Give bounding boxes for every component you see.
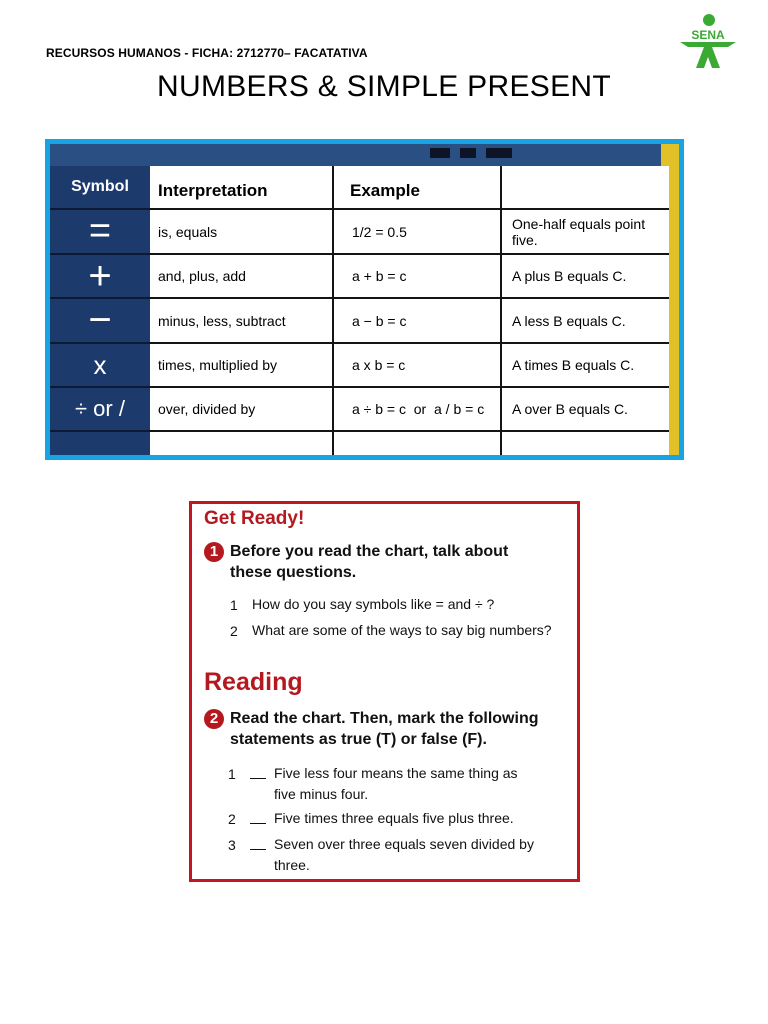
reading-title: Reading <box>204 668 303 696</box>
question-number: 2 <box>230 623 238 639</box>
symbol-column <box>50 166 150 455</box>
exercise-box <box>189 501 580 882</box>
minus-symbol: − <box>50 297 150 342</box>
statement-text: Five less four means the same thing as <box>274 765 518 781</box>
example-header: Example <box>350 181 420 200</box>
symbol-empty-row <box>50 430 150 455</box>
table-top-strip <box>50 144 679 166</box>
reading-cell: A times B equals C. <box>512 357 635 373</box>
question-text: What are some of the ways to say big numbers? <box>252 622 552 638</box>
table-row <box>150 386 669 430</box>
answer-blank[interactable] <box>250 849 266 850</box>
example-cell: 1/2 = 0.5 <box>352 223 407 240</box>
reading-cell: A plus B equals C. <box>512 268 627 284</box>
symbols-table-image <box>45 139 684 460</box>
interpretation-header: Interpretation <box>158 181 268 200</box>
step-1-line-2: these questions. <box>230 564 357 581</box>
statement-text: Seven over three equals seven divided by <box>274 836 534 852</box>
step-2-badge: 2 <box>204 709 224 729</box>
reading-cell: One-half equals point five. <box>512 215 646 248</box>
interpretation-cell: times, multiplied by <box>158 357 278 373</box>
get-ready-title: Get Ready! <box>204 508 305 529</box>
interpretation-cell: is, equals <box>158 223 218 240</box>
table-row-empty <box>150 430 669 455</box>
statement-text: Five times three equals five plus three. <box>274 810 514 826</box>
answer-blank[interactable] <box>250 823 266 824</box>
example-cell: a x b = c <box>352 357 406 373</box>
times-symbol: x <box>50 342 150 386</box>
table-row <box>150 208 669 253</box>
statement-text-cont: five minus four. <box>274 786 369 802</box>
sena-logo <box>676 12 740 72</box>
symbols-grid <box>150 166 669 455</box>
step-2-line-1: Read the chart. Then, mark the following <box>230 710 539 727</box>
table-row <box>150 297 669 342</box>
statement-text-cont: three. <box>274 857 310 873</box>
question-text: How do you say symbols like = and ÷ ? <box>252 596 495 612</box>
divide-symbol: ÷ or / <box>50 386 150 430</box>
page-title: NUMBERS & SIMPLE PRESENT <box>157 70 611 103</box>
step-1-badge: 1 <box>204 542 224 562</box>
statement-number: 2 <box>228 811 236 827</box>
table-header-row <box>150 166 669 208</box>
statement-number: 3 <box>228 837 236 853</box>
reading-header <box>502 166 669 208</box>
table-row <box>150 253 669 297</box>
interpretation-cell: and, plus, add <box>158 268 246 284</box>
example-cell: a ÷ b = c or a / b = c <box>352 401 485 417</box>
interpretation-cell: minus, less, subtract <box>158 312 286 329</box>
logo-text: SENA <box>691 28 725 42</box>
step-2-line-2: statements as true (T) or false (F). <box>230 731 487 748</box>
example-cell: a + b = c <box>352 268 407 284</box>
symbol-header: Symbol <box>71 178 129 195</box>
plus-symbol: + <box>50 253 150 297</box>
example-cell: a − b = c <box>352 312 407 329</box>
table-row <box>150 342 669 386</box>
question-number: 1 <box>230 597 238 613</box>
reading-cell: A less B equals C. <box>512 312 626 329</box>
interpretation-cell: over, divided by <box>158 401 256 417</box>
step-1-line-1: Before you read the chart, talk about <box>230 543 509 560</box>
equals-symbol: = <box>50 208 150 253</box>
statement-number: 1 <box>228 766 236 782</box>
reading-cell: A over B equals C. <box>512 401 628 417</box>
course-header: RECURSOS HUMANOS - FICHA: 2712770– FACATATIVA <box>46 46 368 60</box>
answer-blank[interactable] <box>250 778 266 779</box>
